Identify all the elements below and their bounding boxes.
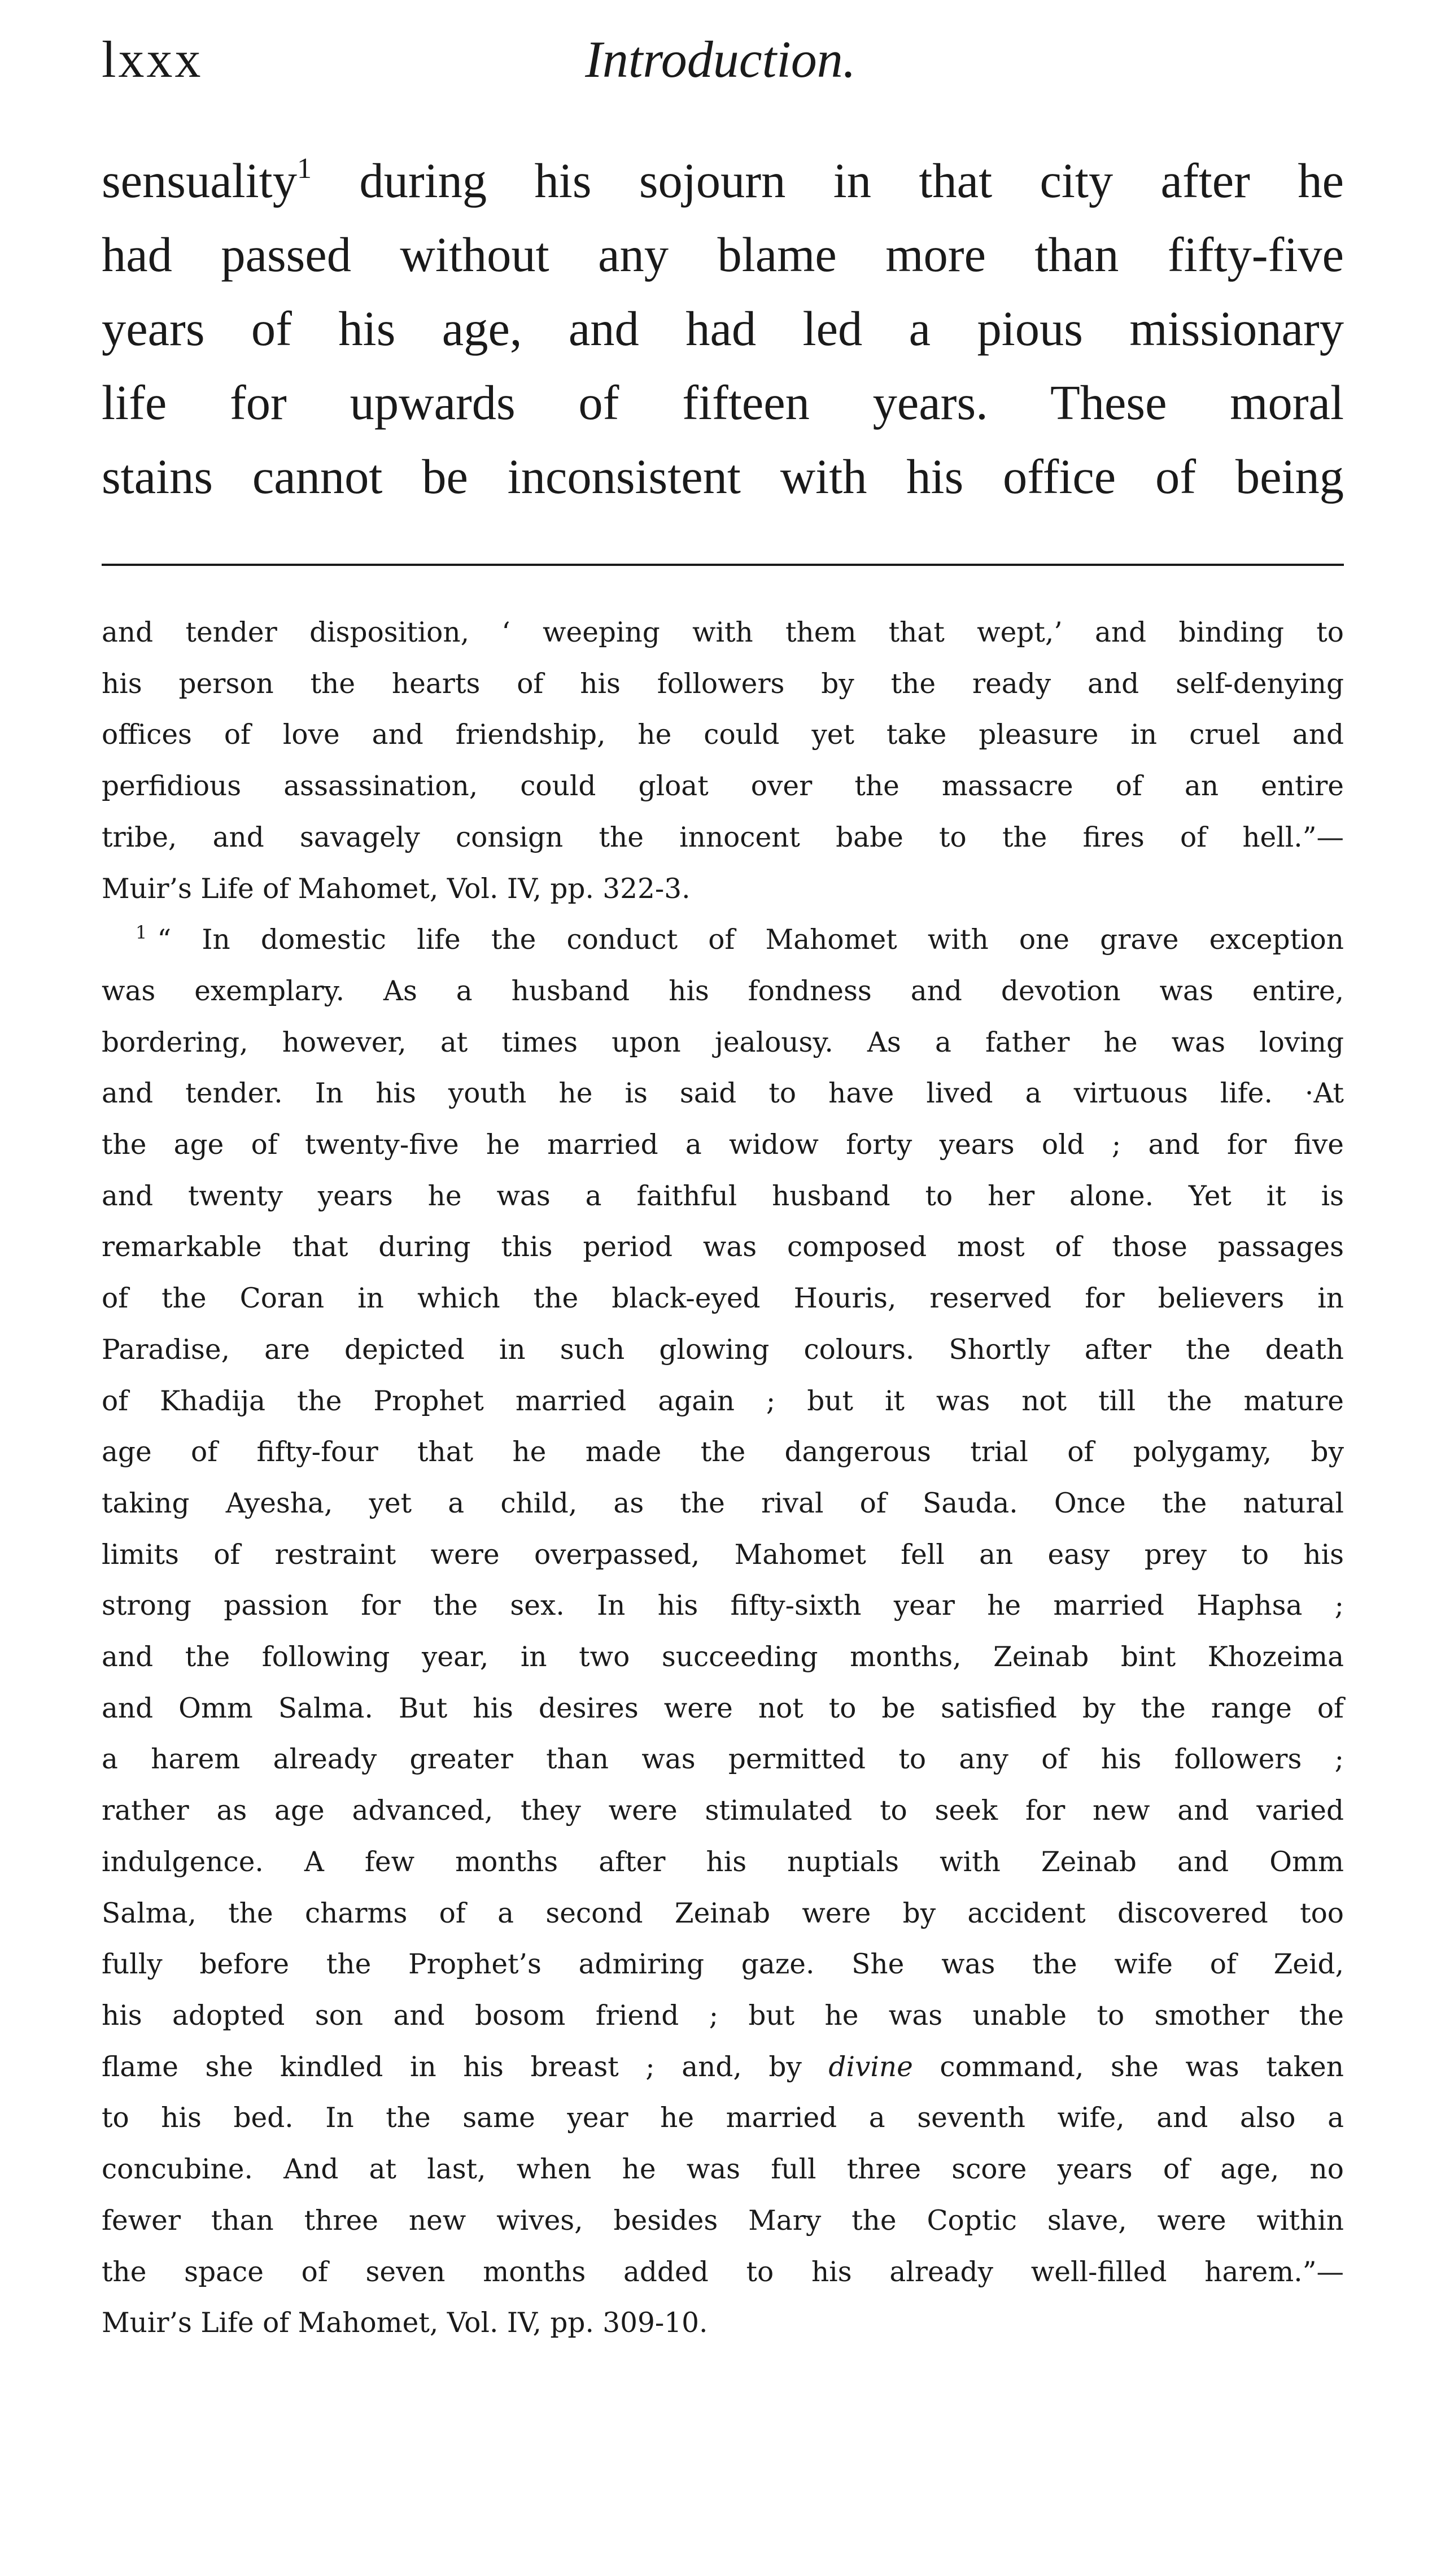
footnote-line: the age of twenty-five he married a widow forty years old ; and for five [102,1129,1344,1161]
footnote-line: taking Ayesha, yet a child, as the rival of Sauda. Once the natural [102,1487,1344,1519]
footnote-line: age of fifty-four that he made the dangerous trial of polygamy, by [102,1436,1344,1468]
main-text-fragment: sensuality [102,154,297,208]
main-text-line: had passed without any blame more than fifty-five [102,228,1344,282]
footnote-italic-word: divine [828,2051,913,2083]
footnote-mark: 1 [136,922,147,944]
footnote-line: offices of love and friendship, he could yet take pleasure in cruel and [102,719,1344,751]
footnote-line: Muir’s Life of Mahomet, Vol. IV, pp. 309-10. [102,2307,708,2339]
main-text [102,144,1344,514]
footnote-line-text: command, she was taken [912,2051,1344,2083]
footnotes [102,607,1344,2349]
footnote-line: tribe, and savagely consign the innocent babe to the fires of hell.”— [102,821,1344,853]
footnote-divider [102,564,1344,566]
footnote-line: and tender. In his youth he is said to have lived a virtuous life. ·At [102,1078,1344,1110]
footnote-line: limits of restraint were overpassed, Mahomet fell an easy prey to his [102,1538,1344,1571]
footnote-line: indulgence. A few months after his nuptials with Zeinab and Omm [102,1846,1344,1878]
footnote-line: Muir’s Life of Mahomet, Vol. IV, pp. 322-3. [102,873,691,905]
footnote-line: fully before the Prophet’s admiring gaze. She was the wife of Zeid, [102,1949,1344,1981]
footnote-line: rather as age advanced, they were stimulated to seek for new and varied [102,1795,1344,1827]
page-number: lxxx [102,30,203,88]
footnote-line: a harem already greater than was permitted to any of his followers ; [102,1744,1344,1776]
footnote-line: the space of seven months added to his already well-filled harem.”— [102,2256,1344,2288]
footnote-line: perfidious assassination, could gloat over the massacre of an entire [102,770,1344,803]
footnote-line-text: flame she kindled in his breast ; and, by [102,2051,829,2083]
footnote-line: his adopted son and bosom friend ; but he was unable to smother the [102,1999,1344,2032]
main-text-line: years of his age, and had led a pious missionary [102,302,1344,356]
footnote-line: was exemplary. As a husband his fondness and devotion was entire, [102,975,1344,1007]
footnote-line: Paradise, are depicted in such glowing colours. Shortly after the death [102,1333,1344,1366]
main-text-line: stains cannot be inconsistent with his office of being [102,450,1344,504]
footnote-line: and the following year, in two succeeding months, Zeinab bint Khozeima [102,1641,1344,1673]
footnote-line: and Omm Salma. But his desires were not to be satisfied by the range of [102,1692,1344,1724]
footnote-continued [102,607,1344,914]
footnote-1 [102,914,1344,2349]
footnote-reference: 1 [296,152,312,185]
footnote-line: of Khadija the Prophet married again ; but it was not till the mature [102,1385,1344,1417]
footnote-line: remarkable that during this period was composed most of those passages [102,1231,1344,1263]
footnote-line: of the Coran in which the black-eyed Houris, reserved for believers in [102,1283,1344,1315]
main-text-fragment: during his sojourn in that city after he [311,154,1344,208]
main-text-line [102,144,1344,218]
footnote-line: and twenty years he was a faithful husband to her alone. Yet it is [102,1180,1344,1212]
running-head [102,29,1339,91]
footnote-line: to his bed. In the same year he married a seventh wife, and also a [102,2102,1344,2134]
footnote-line [102,914,1344,966]
footnote-line-text: “ In domestic life the conduct of Mahomet with one grave exception [157,924,1344,956]
running-title: Introduction. [585,30,856,88]
footnote-line: strong passion for the sex. In his fifty-sixth year he married Haphsa ; [102,1590,1344,1622]
footnote-line: concubine. And at last, when he was full three score years of age, no [102,2154,1344,2186]
footnote-line: Salma, the charms of a second Zeinab were by accident discovered too [102,1897,1344,1929]
footnote-line: his person the hearts of his followers by the ready and self-denying [102,668,1344,700]
footnote-line [102,2042,1344,2093]
footnote-line: fewer than three new wives, besides Mary the Coptic slave, were within [102,2204,1344,2237]
footnote-line: bordering, however, at times upon jealousy. As a father he was loving [102,1026,1344,1058]
footnote-line: and tender disposition, ‘ weeping with them that wept,’ and binding to [102,617,1344,648]
main-text-line: life for upwards of fifteen years. These moral [102,376,1344,430]
